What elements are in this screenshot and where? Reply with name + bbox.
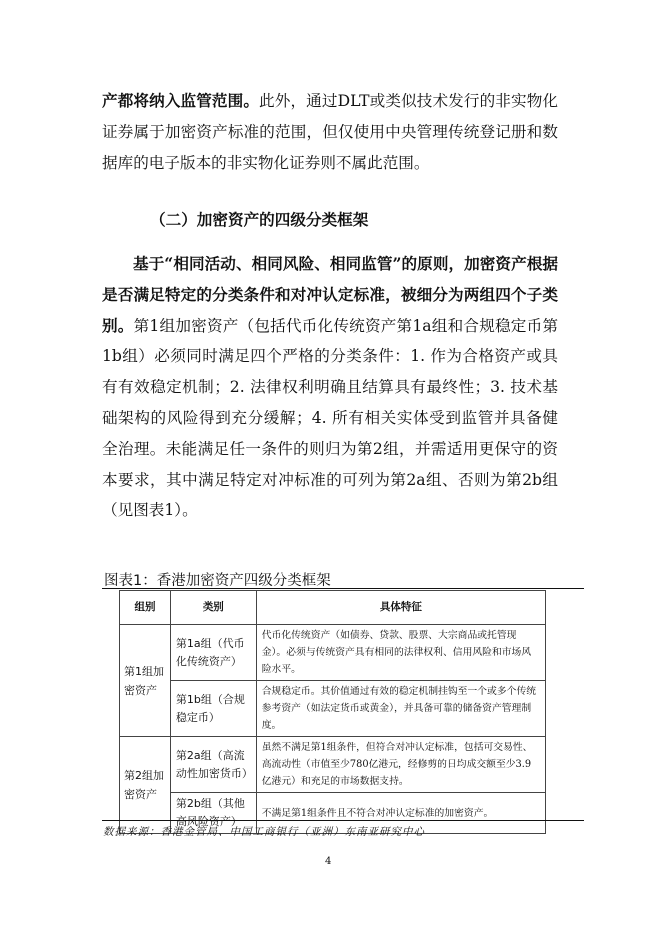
paragraph-1 [102,86,558,178]
section-heading: （二）加密资产的四级分类框架 [150,210,369,229]
table-header-row [120,591,546,625]
table-row [120,625,546,681]
paragraph-1-text: 此外，通过DLT或类似技术发行的非实物化证券属于加密资产标准的范围，但仅使用中央管理传统登记册和数据库的电子版本的非实物化证券则不属此范围。 [102,92,558,172]
feature-cell: 代币化传统资产（如债券、贷款、股票、大宗商品或托管现金）。必须与传统资产具有相同的法律权利、信用风险和市场风险水平。 [256,625,545,681]
paragraph-1-bold-lead: 产都将纳入监管范围。 [102,91,260,110]
paragraph-2-text: 第1组加密资产（包括代币化传统资产第1a组和合规稳定币第1b组）必须同时满足四个严格的分类条件：1. 作为合格资产或具有有效稳定机制；2. 法律权利明确且结算具有最终性；3. 技术基础架构的风险得到充分缓解；4. 所有相关实体受到监管并具备健全治理。未能满足任一条件的则归为第2组，并需适用更保守的资本要求，其中满足特定对冲标准的可列为第2a组、否则为第2b组（见图表1）。 [102,316,558,520]
group-2-cell: 第2组加密资产 [120,737,171,834]
data-source: 数据来源：香港金管局、中国工商银行（亚洲）东南亚研究中心 [103,826,425,838]
table-row [120,681,546,737]
bottom-rule [102,820,584,821]
category-cell: 第1b组（合规稳定币） [170,681,256,737]
table-row [120,737,546,793]
feature-cell: 合规稳定币。其价值通过有效的稳定机制挂钩至一个或多个传统参考资产（如法定货币或黄金），并具备可靠的储备资产管理制度。 [256,681,545,737]
header-category: 类别 [170,591,256,625]
group-1-cell: 第1组加密资产 [120,625,171,737]
feature-cell: 虽然不满足第1组条件，但符合对冲认定标准，包括可交易性、高流动性（市值至少780亿港元，经修剪的日均成交额至少3.9亿港元）和充足的市场数据支持。 [256,737,545,793]
classification-table [119,590,546,834]
category-cell: 第1a组（代币化传统资产） [170,625,256,681]
category-cell: 第2b组（其他高风险资产） [170,793,256,834]
figure-caption: 图表1：香港加密资产四级分类框架 [104,573,331,589]
category-cell: 第2a组（高流动性加密货币） [170,737,256,793]
page-number: 4 [325,856,332,867]
header-features: 具体特征 [256,591,545,625]
header-group: 组别 [120,591,171,625]
paragraph-2 [102,249,558,526]
top-rule [102,588,584,589]
paragraph-2-bold-lead: 基于“相同活动、相同风险、相同监管”的原则，加密资产根据是否满足特定的分类条件和对冲认定标准，被细分为两组四个子类别。 [102,254,558,335]
feature-cell: 不满足第1组条件且不符合对冲认定标准的加密资产。 [256,793,545,834]
